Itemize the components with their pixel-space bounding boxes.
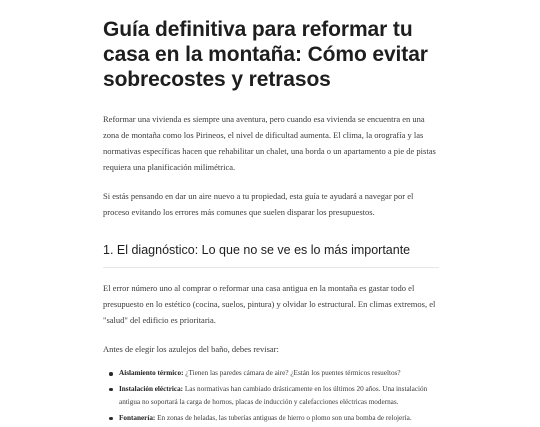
list-item-term: Instalación eléctrica: <box>119 384 184 393</box>
intro-paragraph-1: Reformar una vivienda es siempre una aventura, pero cuando esa vivienda se encuentra en una zona de montaña como los Pirineos, el nivel de dificultad aumenta. El clima, la orografía y las normativas específicas hacen que rehabilitar un chalet, una borda o un apartamento a pie de pistas requiera una planificación milimétrica. <box>103 114 436 172</box>
list-item <box>119 383 439 410</box>
list-item-text: Las normativas han cambiado drásticamente en los últimos 20 años. Una instalación antigua no soportará la carga de hornos, placas de inducción y calefacciones eléctricas modernas. <box>119 384 428 406</box>
section-lead-in: Antes de elegir los azulejos del baño, debes revisar: <box>103 344 279 354</box>
section-heading: 1. El diagnóstico: Lo que no se ve es lo más importante <box>103 243 439 268</box>
article-title: Guía definitiva para reformar tu casa en la montaña: Cómo evitar sobrecostes y retrasos <box>103 18 428 91</box>
list-item <box>119 367 439 381</box>
section-paragraph: El error número uno al comprar o reformar una casa antigua en la montaña es gastar todo el presupuesto en lo estético (cocina, suelos, pintura) y olvidar lo estructural. En climas extremos, el "salud" del edificio es prioritaria. <box>103 283 436 325</box>
article-content <box>103 17 439 427</box>
list-item-term: Aislamiento térmico: <box>119 369 184 377</box>
bullet-icon <box>109 417 113 421</box>
list-item-term: Fontanería: <box>119 413 156 422</box>
checklist <box>103 367 439 425</box>
list-item-text: ¿Tienen las paredes cámara de aire? ¿Están los puentes térmicos resueltos? <box>183 369 401 377</box>
list-item-text: En zonas de heladas, las tuberías antiguas de hierro o plomo son una bomba de relojería. <box>155 413 412 422</box>
list-item <box>119 412 439 426</box>
intro-paragraph-2: Si estás pensando en dar un aire nuevo a tu propiedad, esta guía te ayudará a navegar por el proceso evitando los errores más comunes que suelen disparar los presupuestos. <box>103 191 414 217</box>
bullet-icon <box>109 372 113 376</box>
bullet-icon <box>109 388 113 392</box>
